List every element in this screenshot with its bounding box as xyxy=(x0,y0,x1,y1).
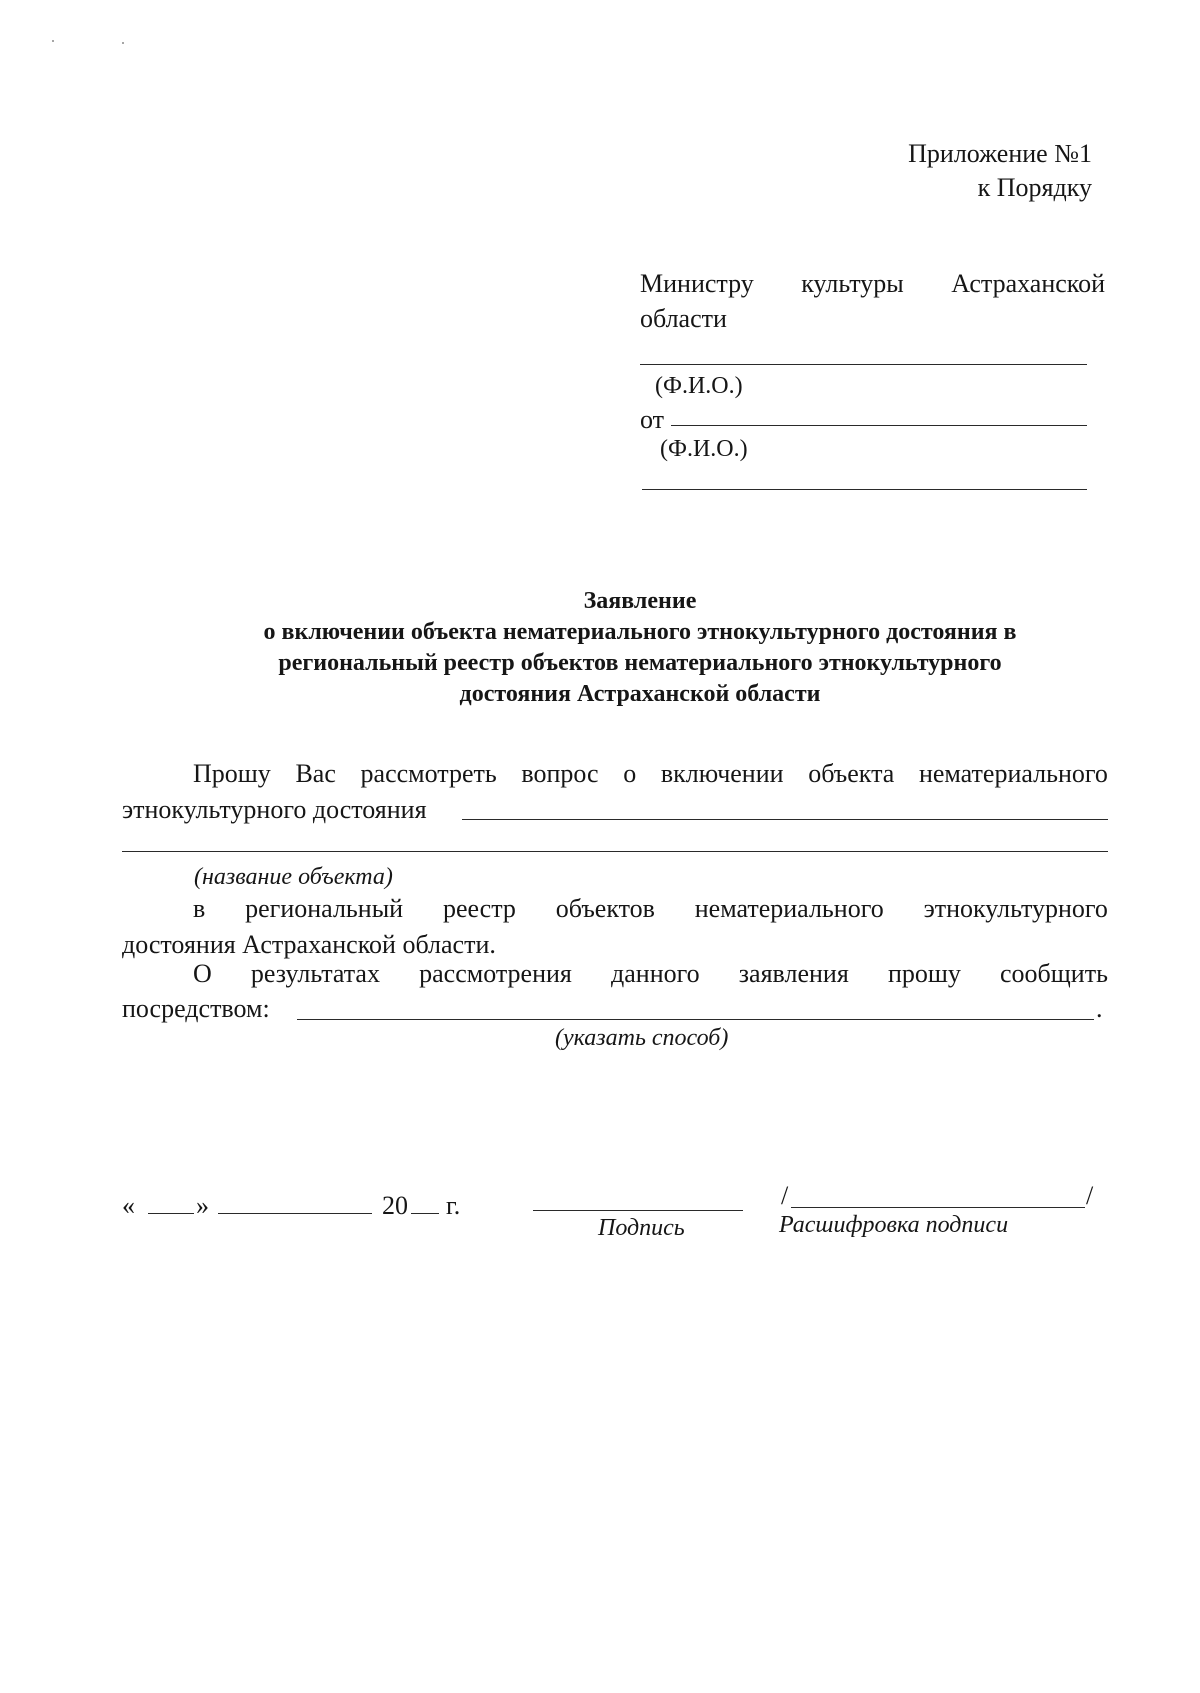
date-year-suffix: г. xyxy=(446,1191,461,1220)
body-word: региональный xyxy=(245,894,404,923)
paragraph-2-line-1 xyxy=(193,893,1108,925)
body-word: рассмотрения xyxy=(419,959,572,988)
object-name-field[interactable] xyxy=(462,819,1108,820)
minister-name-field[interactable] xyxy=(640,364,1087,365)
date-day-field[interactable] xyxy=(148,1213,194,1214)
addressee-word: Астраханской xyxy=(951,269,1105,298)
addressee-word: культуры xyxy=(801,269,904,298)
object-name-hint: (название объекта) xyxy=(194,864,393,890)
body-word: нематериального xyxy=(694,894,884,923)
body-word: сообщить xyxy=(1000,959,1108,988)
addressee-line-1 xyxy=(640,268,1105,300)
paragraph-1-line-1 xyxy=(193,758,1108,790)
fio-label-applicant: (Ф.И.О.) xyxy=(660,436,748,462)
body-word: результатах xyxy=(250,959,380,988)
addressee-line-2: области xyxy=(640,304,727,333)
object-name-field-continued[interactable] xyxy=(122,851,1108,852)
date-year-prefix: 20 xyxy=(382,1191,408,1220)
paragraph-1-line-2: этнокультурного достояния xyxy=(122,795,427,824)
body-word: в xyxy=(193,894,206,923)
appendix-number: Приложение №1 xyxy=(908,139,1092,168)
body-word: прошу xyxy=(887,959,961,988)
decode-slash-left: / xyxy=(781,1181,789,1210)
body-word: нематериального xyxy=(918,759,1108,788)
body-word: объектов xyxy=(555,894,655,923)
paragraph-3-line-2: посредством: xyxy=(122,994,270,1023)
fio-label-minister: (Ф.И.О.) xyxy=(655,373,743,399)
signature-label: Подпись xyxy=(598,1215,685,1241)
date-quote-close: » xyxy=(196,1191,209,1220)
signature-decode-field[interactable] xyxy=(791,1207,1085,1208)
title-line-1: Заявление xyxy=(583,588,697,614)
body-word: Прошу xyxy=(193,759,271,788)
date-year-field[interactable] xyxy=(411,1213,439,1214)
title-line-3: региональный реестр объектов нематериального этнокультурного xyxy=(278,650,1002,676)
sentence-period: . xyxy=(1096,994,1103,1023)
body-word: О xyxy=(193,959,212,988)
body-word: Вас xyxy=(295,759,336,788)
addressee-word: Министру xyxy=(640,269,754,298)
title-line-4: достояния Астраханской области xyxy=(459,681,821,707)
body-word: заявления xyxy=(738,959,849,988)
body-word: этнокультурного xyxy=(923,894,1108,923)
applicant-name-field[interactable] xyxy=(671,425,1087,426)
document-title xyxy=(150,586,1130,710)
scan-speck xyxy=(122,42,124,44)
appendix-order: к Порядку xyxy=(977,173,1092,202)
signature-decode-label: Расшифровка подписи xyxy=(779,1212,1009,1238)
body-word: объекта xyxy=(808,759,895,788)
method-hint: (указать способ) xyxy=(555,1025,729,1051)
body-word: вопрос xyxy=(521,759,599,788)
body-word: данного xyxy=(611,959,700,988)
body-word: включении xyxy=(660,759,784,788)
body-word: о xyxy=(623,759,637,788)
applicant-extra-field[interactable] xyxy=(642,489,1087,490)
decode-slash-right: / xyxy=(1086,1181,1094,1210)
from-label: от xyxy=(640,405,665,434)
title-line-2: о включении объекта нематериального этнокультурного достояния в xyxy=(263,619,1017,645)
paragraph-3-line-1 xyxy=(193,958,1108,990)
paragraph-2-line-2: достояния Астраханской области. xyxy=(122,930,496,959)
date-quote-open: « xyxy=(122,1191,135,1220)
scan-speck xyxy=(52,40,54,42)
body-word: рассмотреть xyxy=(360,759,497,788)
notification-method-field[interactable] xyxy=(297,1019,1094,1020)
body-word: реестр xyxy=(442,894,516,923)
date-month-field[interactable] xyxy=(218,1213,372,1214)
signature-field[interactable] xyxy=(533,1210,743,1211)
